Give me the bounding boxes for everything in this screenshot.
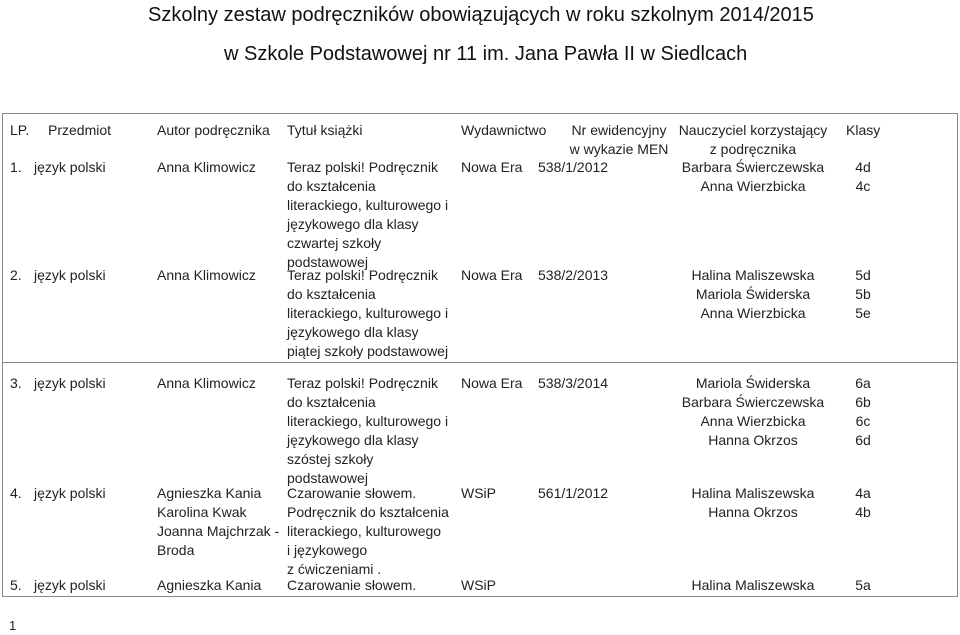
row-book-title: Czarowanie słowem. bbox=[287, 577, 417, 593]
row-book-title: Teraz polski! Podręcznik do kształcenia literackiego, kulturowego i językowego dla klasy piątej szkoły podstawowej bbox=[287, 267, 449, 359]
row-subject: język polski bbox=[34, 267, 106, 283]
row-publisher: Nowa Era bbox=[461, 267, 523, 283]
header-publisher: Wydawnictwo bbox=[461, 122, 547, 138]
row-lp: 5. bbox=[10, 577, 22, 593]
document-title-line1: Szkolny zestaw podręczników obowiązujących w roku szkolnym 2014/2015 bbox=[148, 4, 814, 26]
row-author: Anna Klimowicz bbox=[157, 267, 256, 283]
header-lp: LP. bbox=[10, 122, 30, 138]
row-book-title: Czarowanie słowem. Podręcznik do kształcenia literackiego, kulturowego i językowego z ćwiczeniami . bbox=[287, 485, 449, 577]
row-publisher: Nowa Era bbox=[461, 375, 523, 391]
header-classes: Klasy bbox=[846, 122, 881, 138]
row-reg-number: 538/2/2013 bbox=[538, 267, 609, 283]
header-reg-number: Nr ewidencyjny w wykazie MEN bbox=[569, 122, 669, 157]
table-bottom-border bbox=[2, 596, 958, 597]
row-lp: 3. bbox=[10, 375, 22, 391]
header-subject: Przedmiot bbox=[48, 122, 112, 138]
row-teachers: Halina Maliszewska Mariola Świderska Anna Wierzbicka bbox=[691, 267, 815, 321]
row-lp: 2. bbox=[10, 267, 22, 283]
row-subject: język polski bbox=[34, 577, 106, 593]
row-subject: język polski bbox=[34, 375, 106, 391]
row-publisher: WSiP bbox=[461, 485, 496, 501]
row-book-title: Teraz polski! Podręcznik do kształcenia literackiego, kulturowego i językowego dla klasy szóstej szkoły podstawowej bbox=[287, 375, 449, 486]
row-teachers: Halina Maliszewska Hanna Okrzos bbox=[691, 485, 815, 520]
row-author: Anna Klimowicz bbox=[157, 159, 256, 175]
row-lp: 1. bbox=[10, 159, 22, 175]
row-reg-number: 538/3/2014 bbox=[538, 375, 609, 391]
row-teachers: Mariola Świderska Barbara Świerczewska Anna Wierzbicka Hanna Okrzos bbox=[681, 375, 825, 448]
header-author: Autor podręcznika bbox=[157, 122, 270, 138]
row-reg-number: 538/1/2012 bbox=[538, 159, 609, 175]
page-break-line bbox=[2, 362, 958, 363]
row-publisher: Nowa Era bbox=[461, 159, 523, 175]
row-author: Agnieszka Kania bbox=[157, 577, 262, 593]
row-classes: 5d 5b 5e bbox=[855, 267, 871, 321]
row-publisher: WSiP bbox=[461, 577, 496, 593]
row-author: Agnieszka Kania Karolina Kwak Joanna Majchrzak - Broda bbox=[157, 485, 280, 558]
row-teachers: Halina Maliszewska bbox=[691, 577, 815, 593]
row-classes: 5a bbox=[855, 577, 871, 593]
row-classes: 4a 4b bbox=[855, 485, 871, 520]
document-title-line2: w Szkole Podstawowej nr 11 im. Jana Pawła II w Siedlcach bbox=[224, 43, 748, 65]
row-reg-number: 561/1/2012 bbox=[538, 485, 609, 501]
row-classes: 4d 4c bbox=[855, 159, 871, 194]
row-lp: 4. bbox=[10, 485, 22, 501]
table-top-border bbox=[2, 113, 958, 114]
header-book-title: Tytuł książki bbox=[287, 122, 363, 138]
row-teachers: Barbara Świerczewska Anna Wierzbicka bbox=[681, 159, 825, 194]
row-subject: język polski bbox=[34, 485, 106, 501]
row-classes: 6a 6b 6c 6d bbox=[855, 375, 871, 448]
row-book-title: Teraz polski! Podręcznik do kształcenia literackiego, kulturowego i językowego dla klasy czwartej szkoły podstawowej bbox=[287, 159, 449, 270]
row-author: Anna Klimowicz bbox=[157, 375, 256, 391]
table-left-border bbox=[2, 113, 3, 596]
header-teacher: Nauczyciel korzystający z podręcznika bbox=[678, 122, 828, 157]
row-subject: język polski bbox=[34, 159, 106, 175]
table-right-border bbox=[957, 113, 958, 596]
page-number: 1 bbox=[9, 618, 17, 633]
